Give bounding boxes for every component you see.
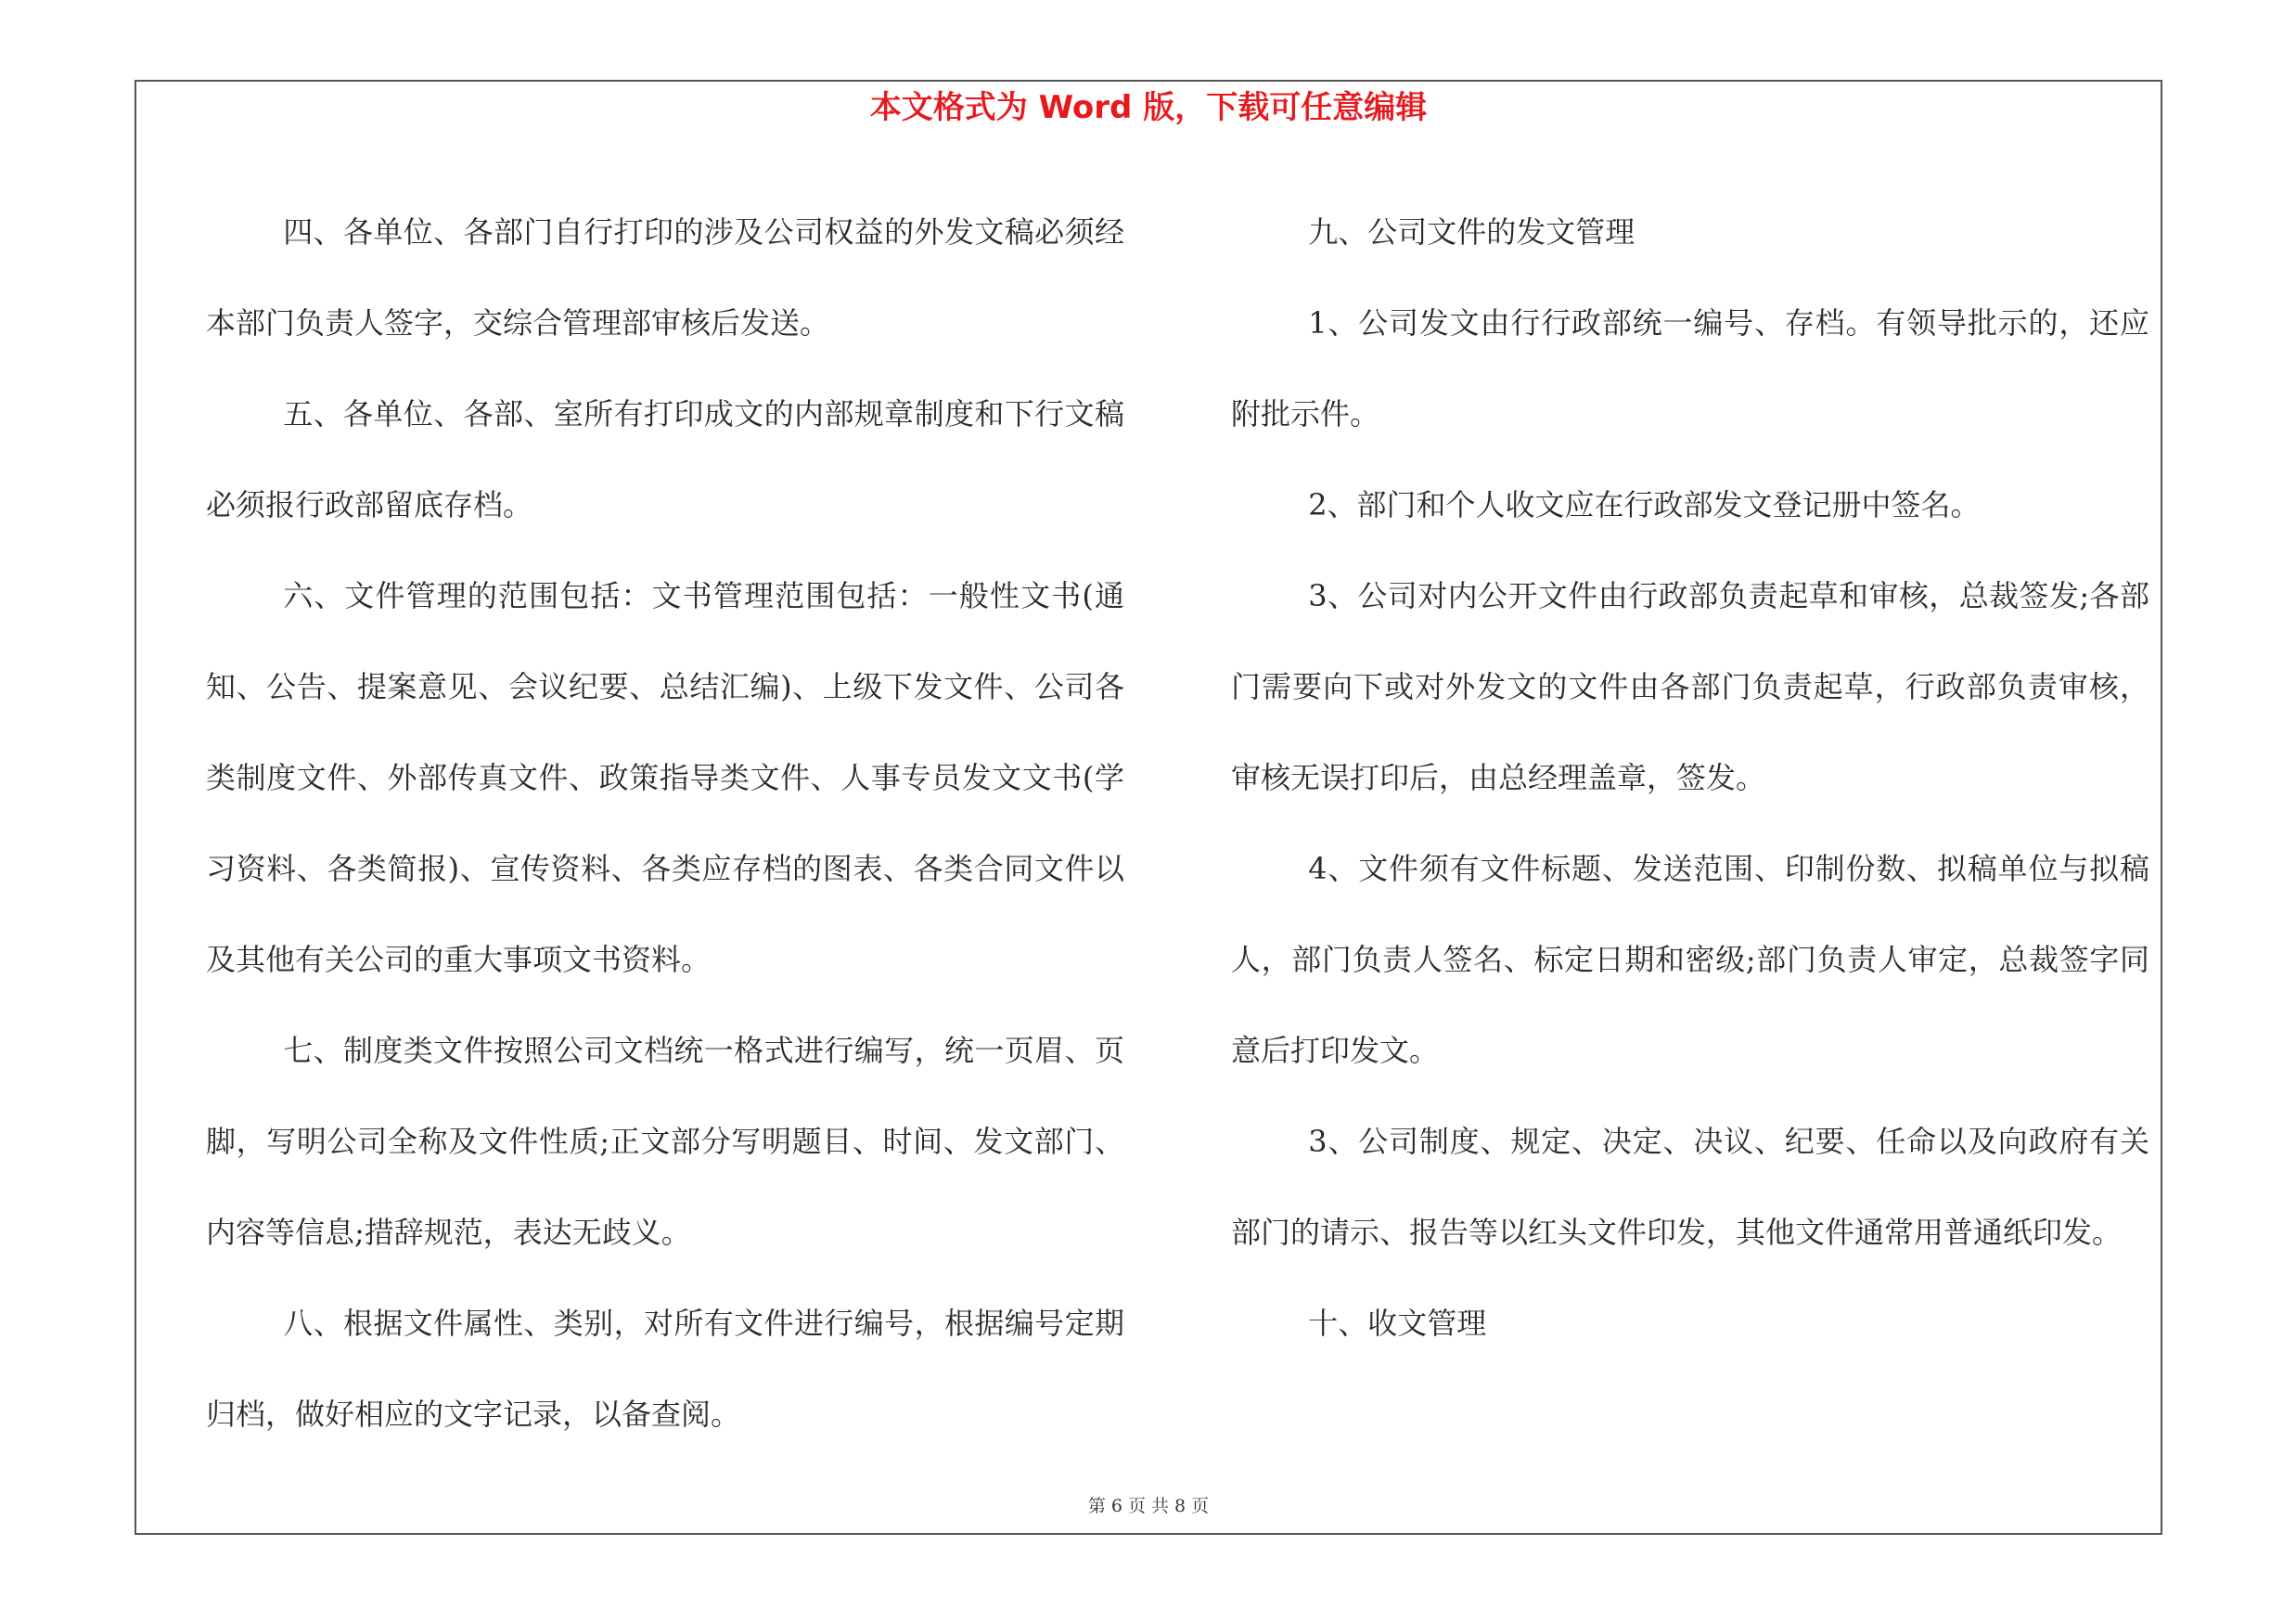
paragraph-9-4: 4、文件须有文件标题、发送范围、印制份数、拟稿单位与拟稿人，部门负责人签名、标定日期和密级;部门负责人审定，总裁签字同意后打印发文。 bbox=[1231, 851, 2149, 1068]
paragraph-5: 五、各单位、各部、室所有打印成文的内部规章制度和下行文稿必须报行政部留底存档。 bbox=[206, 396, 1124, 522]
heading-10-incoming-docs: 十、收文管理 bbox=[1308, 1306, 1487, 1341]
paragraph-8: 八、根据文件属性、类别，对所有文件进行编号，根据编号定期归档，做好相应的文字记录，以备查阅。 bbox=[206, 1306, 1124, 1432]
page-number-footer: 第 6 页 共 8 页 bbox=[1087, 1496, 1210, 1516]
left-text-column bbox=[206, 187, 1124, 1460]
format-banner: 本文格式为 Word 版，下载可任意编辑 bbox=[869, 89, 1428, 126]
paragraph-9-1: 1、公司发文由行行政部统一编号、存档。有领导批示的，还应附批示件。 bbox=[1231, 305, 2149, 432]
paragraph-6: 六、文件管理的范围包括：文书管理范围包括：一般性文书(通知、公告、提案意见、会议纪要、总结汇编)、上级下发文件、公司各类制度文件、外部传真文件、政策指导类文件、人事专员发文文书(学习资料、各类简报)、宣传资料、各类应存档的图表、各类合同文件以及其他有关公司的重大事项文书资料。 bbox=[206, 578, 1124, 977]
right-text-column bbox=[1231, 187, 2149, 1369]
paragraph-4: 四、各单位、各部门自行打印的涉及公司权益的外发文稿必须经本部门负责人签字，交综合管理部审核后发送。 bbox=[206, 214, 1124, 341]
paragraph-9-3b: 3、公司制度、规定、决定、决议、纪要、任命以及向政府有关部门的请示、报告等以红头文件印发，其他文件通常用普通纸印发。 bbox=[1231, 1124, 2149, 1250]
paragraph-9-2: 2、部门和个人收文应在行政部发文登记册中签名。 bbox=[1308, 487, 1981, 522]
paragraph-9-3: 3、公司对内公开文件由行政部负责起草和审核，总裁签发;各部门需要向下或对外发文的文件由各部门负责起草，行政部负责审核，审核无误打印后，由总经理盖章，签发。 bbox=[1231, 578, 2149, 795]
paragraph-7: 七、制度类文件按照公司文档统一格式进行编写，统一页眉、页脚，写明公司全称及文件性质;正文部分写明题目、时间、发文部门、内容等信息;措辞规范，表达无歧义。 bbox=[206, 1033, 1124, 1250]
heading-9-outgoing-docs: 九、公司文件的发文管理 bbox=[1308, 214, 1635, 250]
